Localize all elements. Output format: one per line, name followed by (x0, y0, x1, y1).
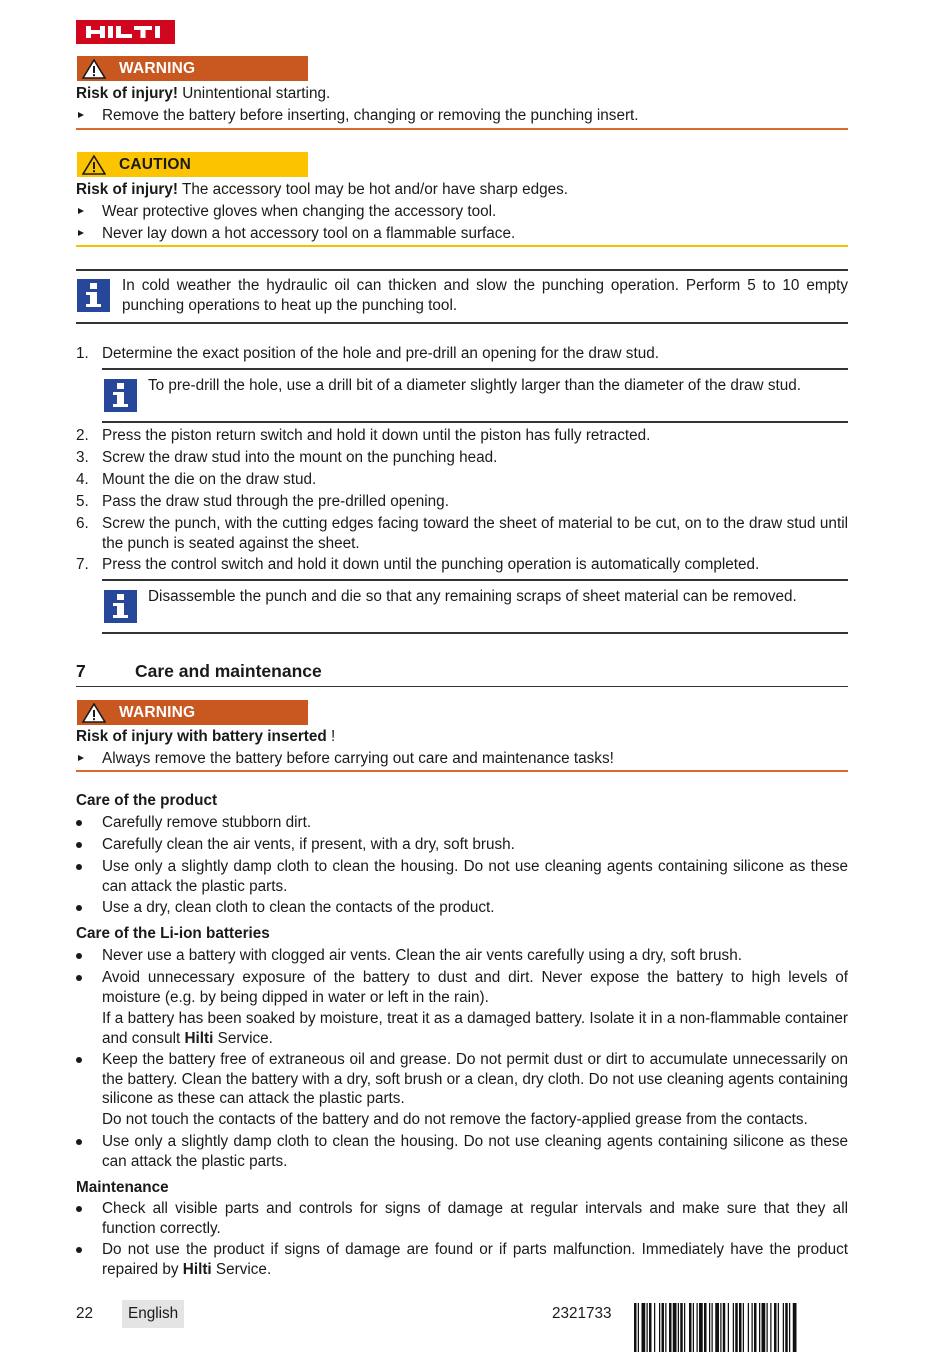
warning-rule (76, 770, 848, 772)
risk-statement: Risk of injury with battery inserted ! (76, 728, 336, 745)
caution-signal-box (77, 152, 308, 177)
risk-statement: Risk of injury! Unintentional starting. (76, 85, 331, 102)
arrow-bullet-icon (76, 112, 84, 121)
warning-rule (76, 128, 848, 130)
section-title: Care and maintenance (135, 661, 322, 681)
arrow-bullet-icon (76, 208, 84, 217)
warning-triangle-icon (82, 59, 106, 79)
signal-word: WARNING (119, 59, 196, 77)
page-number: 22 (76, 1305, 94, 1322)
note-rule-bottom (76, 322, 848, 324)
caution-rule (76, 245, 848, 247)
info-icon (77, 279, 110, 312)
note-text: To pre-drill the hole, use a drill bit of a diameter slightly larger than the diameter of the draw stud. (148, 377, 802, 394)
warning-signal-box (77, 700, 308, 725)
arrow-bullet-icon (76, 230, 84, 239)
signal-word: WARNING (119, 703, 196, 721)
warning-triangle-icon (82, 703, 106, 723)
note-text: In cold weather the hydraulic oil can thicken and slow the punching operation. Perform 5 to 10 empty punching operations to heat up the punching tool. (122, 277, 848, 314)
signal-word: CAUTION (119, 155, 192, 173)
section-rule (76, 686, 848, 687)
subheading: Maintenance (76, 1179, 169, 1196)
note-rule-top (76, 269, 848, 271)
document-number: 2321733 (552, 1305, 612, 1322)
arrow-bullet-icon (76, 755, 84, 764)
info-icon (104, 590, 137, 623)
note-rule-top (102, 579, 848, 581)
subheading: Care of the Li-ion batteries (76, 925, 270, 942)
warning-signal-box (77, 56, 308, 81)
language-label: English (122, 1300, 184, 1328)
info-icon (104, 379, 137, 412)
note-text: Disassemble the punch and die so that any remaining scraps of sheet material can be removed. (148, 588, 797, 605)
risk-statement: Risk of injury! The accessory tool may be hot and/or have sharp edges. (76, 181, 569, 198)
note-rule-bottom (102, 632, 848, 634)
subheading: Care of the product (76, 792, 218, 809)
note-rule-bottom (102, 421, 848, 423)
barcode-icon (634, 1303, 848, 1352)
hilti-logo (76, 20, 175, 44)
warning-triangle-icon (82, 155, 106, 175)
note-rule-top (102, 368, 848, 370)
section-number: 7 (76, 661, 86, 681)
